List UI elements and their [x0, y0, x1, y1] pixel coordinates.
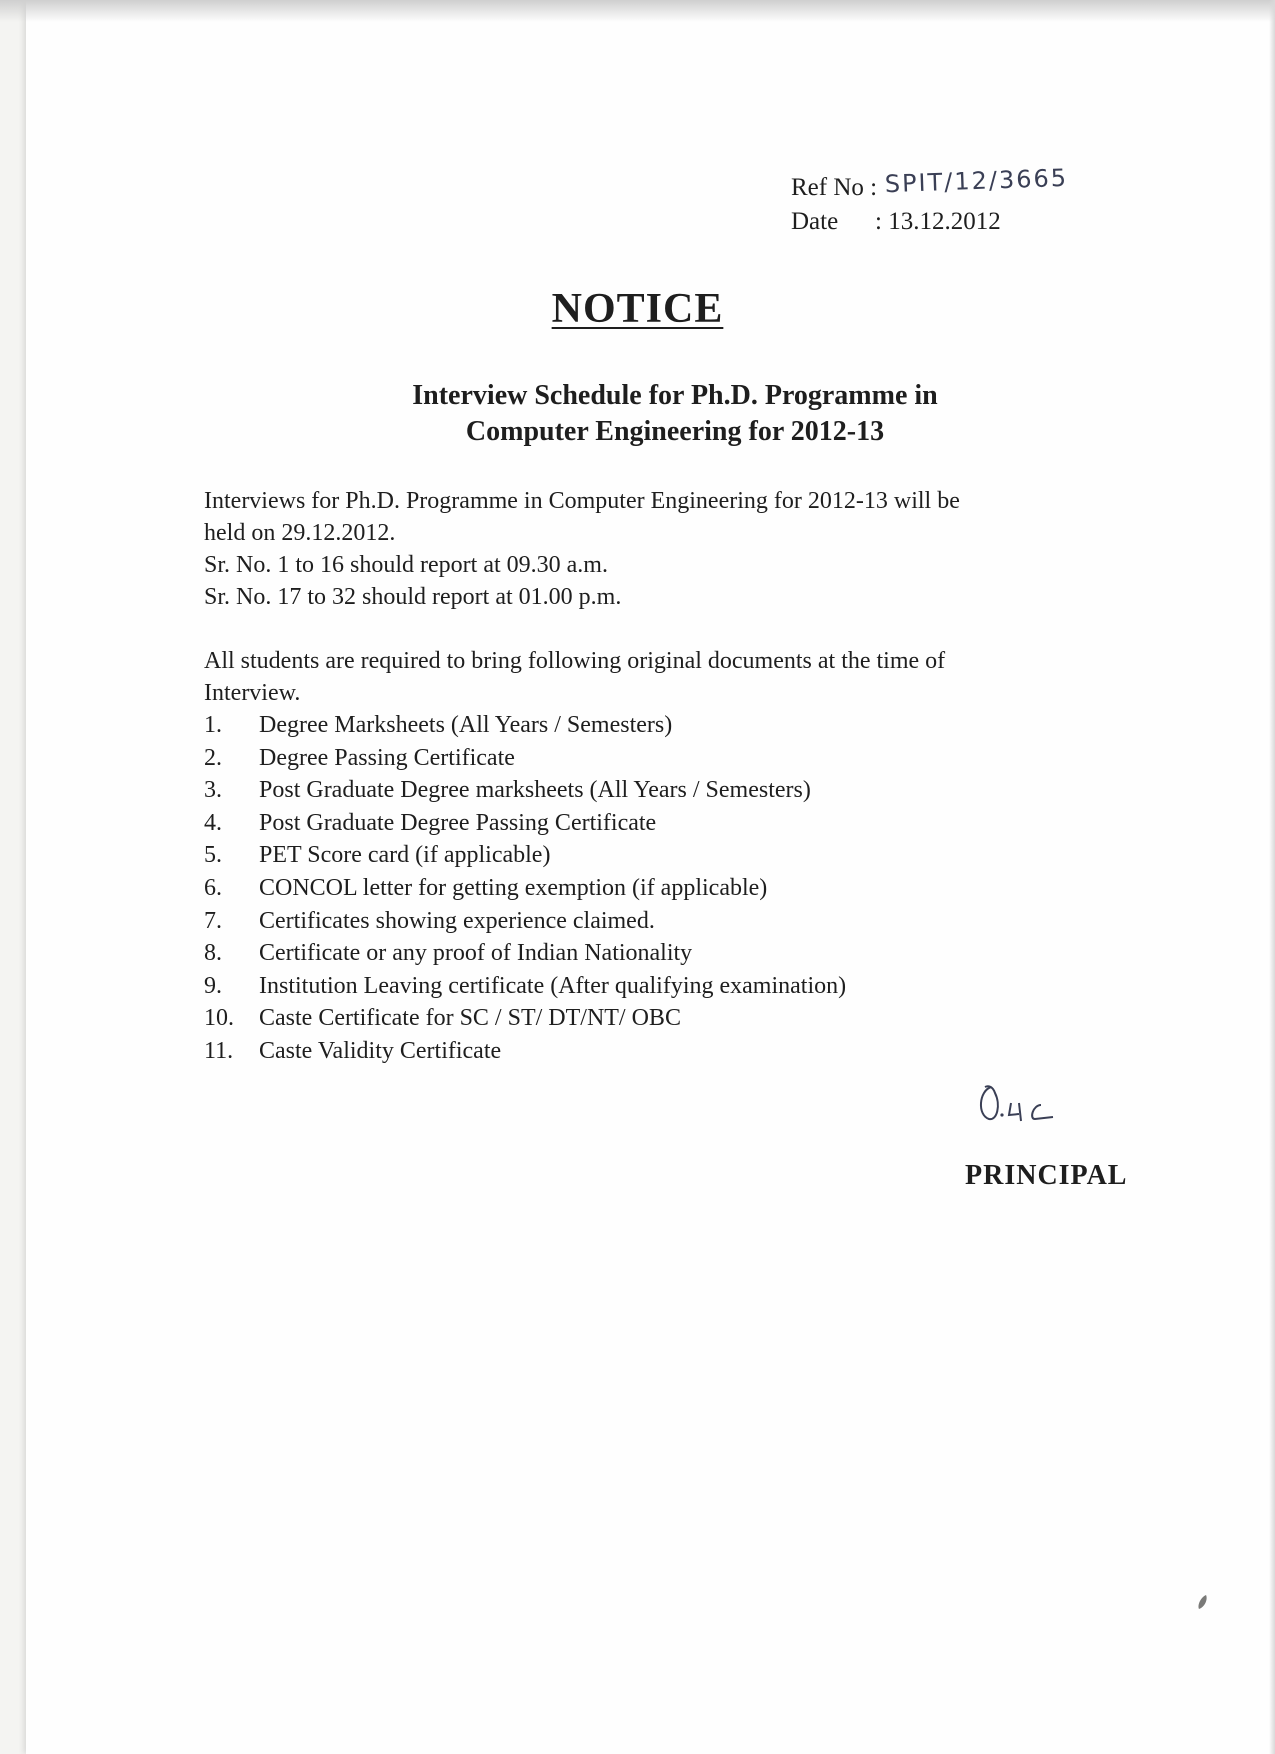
- document-item-text: Caste Validity Certificate: [259, 1037, 502, 1064]
- document-item-number: 2.: [204, 744, 222, 771]
- ref-line: [791, 163, 1069, 205]
- document-item: [204, 970, 1146, 1003]
- document-item-number: 4.: [204, 809, 222, 836]
- document-item-text: Degree Passing Certificate: [259, 744, 515, 771]
- interview-date-paragraph-line-1: Interviews for Ph.D. Programme in Computer Engineering for 2012-13 will be: [204, 488, 960, 514]
- document-item: [204, 742, 1146, 775]
- document-item-number: 3.: [204, 777, 222, 804]
- document-item: [204, 937, 1146, 970]
- document-item-number: 8.: [204, 940, 222, 967]
- document-item-number: 5.: [204, 842, 222, 869]
- ink-speck: [1195, 1593, 1209, 1611]
- subtitle-line-1: Interview Schedule for Ph.D. Programme in: [412, 380, 938, 411]
- reference-block: [791, 163, 1069, 239]
- documents-intro-line-2: Interview.: [204, 680, 301, 706]
- notice-subtitle: [0, 378, 1275, 450]
- document-item-text: Certificates showing experience claimed.: [259, 907, 655, 934]
- document-item-number: 1.: [204, 712, 222, 738]
- interview-date-paragraph-line-2: held on 29.12.2012.: [204, 520, 396, 546]
- notice-title: [0, 285, 1275, 333]
- document-item-number: 6.: [204, 874, 222, 901]
- date-label: Date: [791, 208, 839, 235]
- document-item-number: 9.: [204, 972, 222, 999]
- notice-body: [204, 485, 1146, 1068]
- document-item-number: 10.: [204, 1005, 234, 1032]
- documents-intro-line-1: All students are required to bring following original documents at the time of: [204, 648, 946, 674]
- schedule-line-1: Sr. No. 1 to 16 should report at 09.30 a.m.: [204, 552, 608, 578]
- document-item-text: Post Graduate Degree Passing Certificate: [259, 809, 657, 836]
- document-item: [204, 839, 1146, 872]
- document-item: [204, 807, 1146, 840]
- document-item: [204, 709, 1146, 742]
- date-value: : 13.12.2012: [875, 208, 1001, 235]
- document-item-text: Institution Leaving certificate (After qualifying examination): [259, 972, 847, 999]
- document-item-number: 7.: [204, 907, 222, 934]
- subtitle-line-2: Computer Engineering for 2012-13: [465, 416, 885, 447]
- signatory-title: PRINCIPAL: [965, 1160, 1128, 1191]
- document-item: [204, 1002, 1146, 1035]
- document-item-text: Post Graduate Degree marksheets (All Years / Semesters): [259, 777, 811, 804]
- notice-title-text: NOTICE: [551, 286, 724, 332]
- document-item: [204, 905, 1146, 938]
- documents-list: [204, 709, 1146, 1068]
- date-line: [791, 205, 1068, 239]
- document-item-text: Certificate or any proof of Indian Nationality: [259, 940, 693, 967]
- principal-signature: [975, 1075, 1095, 1135]
- scan-right-edge: [1269, 0, 1275, 1754]
- scan-top-shadow: [0, 0, 1275, 22]
- document-item-text: PET Score card (if applicable): [259, 842, 551, 869]
- paragraph-spacer: [204, 613, 1146, 645]
- schedule-line-2: Sr. No. 17 to 32 should report at 01.00 p.m.: [204, 584, 622, 610]
- document-item-text: CONCOL letter for getting exemption (if applicable): [259, 874, 768, 901]
- document-item: [204, 1035, 1146, 1068]
- document-item-text: Degree Marksheets (All Years / Semesters): [259, 712, 673, 738]
- document-item: [204, 774, 1146, 807]
- ref-number-handwritten: SPIT/12/3665: [884, 163, 1069, 199]
- document-item: [204, 872, 1146, 905]
- ref-label: Ref No :: [791, 174, 878, 201]
- document-item-number: 11.: [204, 1037, 234, 1064]
- document-item-text: Caste Certificate for SC / ST/ DT/NT/ OBC: [259, 1005, 681, 1032]
